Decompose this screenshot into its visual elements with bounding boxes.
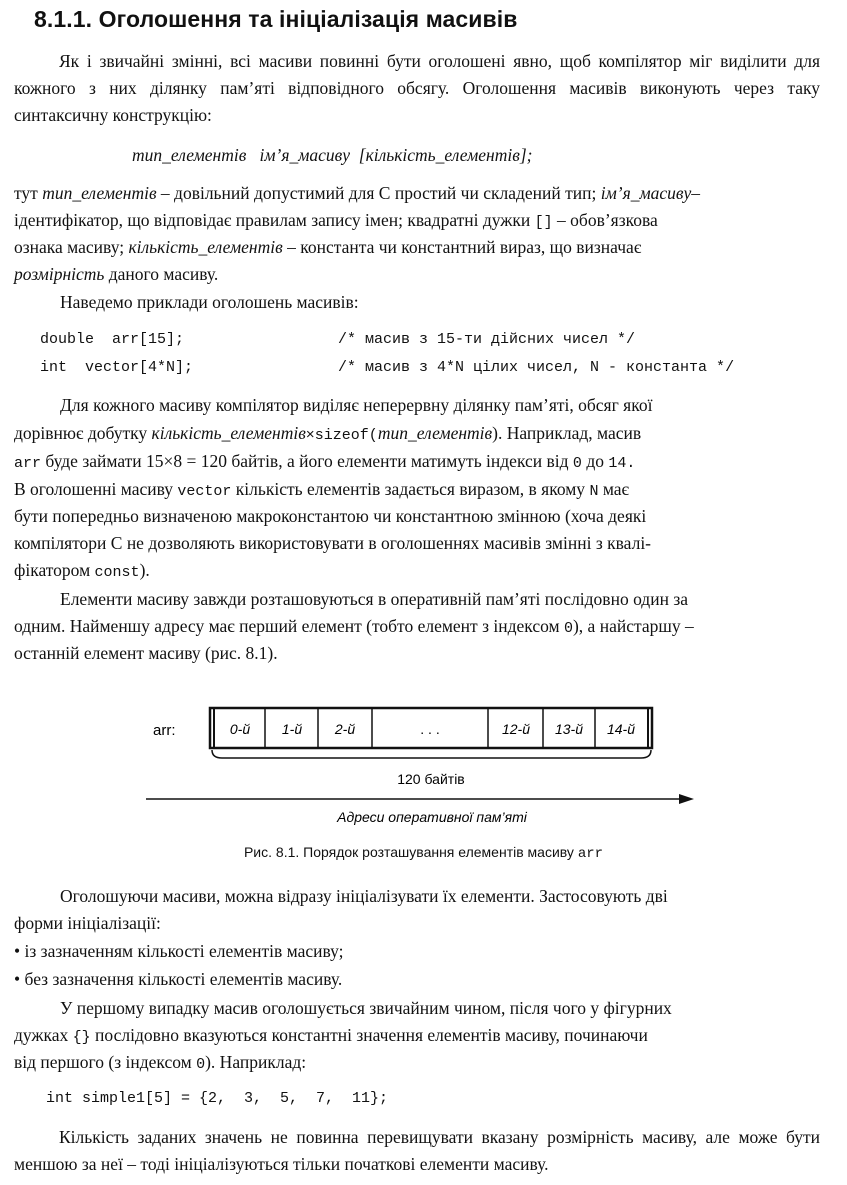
cell-label-12: 12-й [501,721,531,737]
cell-label-1: 1-й [281,721,303,737]
init-line-3: У першому випадку масив оголошується звичайним чином, після чого у фігурних [60,998,672,1018]
final-paragraph: Кількість заданих значень не повинна перевищувати вказану розмірність масиву, але може бути меншою за неї – тоді ініціалізуються тільки початкові елементи масиву. [14,1127,820,1174]
memory-line-6: компілятори С не дозволяють використовувати в оголошеннях масивів змінні з квалі- [14,533,652,553]
code-example-1: double arr[15]; [40,331,185,348]
size-label: 120 байтів [397,771,465,787]
syntax-type: тип_елементів [132,145,247,165]
definition-line-4: розмірність даного масиву. [14,264,219,284]
size-brace [212,750,651,758]
term-count: кількість_елементів [128,237,283,257]
init-line-4: дужках {} послідовно вказуються константні значення елементів масиву, починаючи [14,1025,648,1046]
figure-caption: Рис. 8.1. Порядок розташування елементів масиву arr [243,844,604,862]
memory-layout-figure [0,690,847,835]
syntax-count: [кількість_елементів]; [358,145,533,165]
cell-label-2: 2-й [334,721,356,737]
intro-paragraph: Як і звичайні змінні, всі масиви повинні бути оголошені явно, щоб компілятор міг виділити для кожного з них ділянку пам’яті відповідного обсягу. Оголошення масивів виконують через таку синтаксичну конструкцію: [14,51,820,125]
term-name: ім’я_масиву [600,183,692,203]
order-line-3: останній елемент масиву (рис. 8.1). [14,643,278,663]
term-type: тип_елементів [42,183,157,203]
memory-line-4: В оголошенні масиву vector кількість елементів задається виразом, в якому N має [14,479,630,500]
init-line-1: Оголошуючи масиви, можна відразу ініціалізувати їх елементи. Застосовують дві [60,886,668,906]
term-dimension: розмірність [14,264,105,284]
init-line-5: від першого (з індексом 0). Наприклад: [14,1052,307,1073]
syntax-line [132,145,532,166]
cell-label-13: 13-й [554,721,584,737]
memory-line-3: arr буде займати 15×8 = 120 байтів, а його елементи матимуть індекси від 0 до 14. [14,451,636,472]
order-line-1: Елементи масиву завжди розташовуються в оперативній пам’яті послідовно один за [60,589,689,609]
init-code-example: int simple1[5] = {2, 3, 5, 7, 11}; [46,1090,389,1107]
cell-label-0: 0-й [229,721,251,737]
definition-line-3: ознака масиву; кількість_елементів – константа чи константний вираз, що визначає [14,237,642,257]
memory-line-5: бути попередньо визначеною макроконстантою чи константною змінною (хоча деякі [14,506,647,526]
order-line-2: одним. Найменшу адресу має перший елемент (тобто елемент з індексом 0), а найстаршу – [14,616,694,637]
definition-line-1: тут тип_елементів – довільний допустимий для С простий чи складений тип; ім’я_масиву– [14,183,701,203]
bullet-item-2: • без зазначення кількості елементів масиву. [14,969,343,989]
bullet-item-1: • із зазначенням кількості елементів масиву; [14,941,344,961]
figure-array-label: arr: [153,722,176,739]
syntax-name: ім’я_масиву [259,145,351,165]
cell-label-14: 14-й [606,721,636,737]
code-comment-1: /* масив з 15-ти дійсних чисел */ [338,331,636,348]
code-example-2: int vector[4*N]; [40,359,194,376]
memory-line-2: дорівнює добутку кількість_елементів×sizeof(тип_елементів). Наприклад, масив [14,423,642,444]
address-arrow-head [679,794,694,804]
code-comment-2: /* масив з 4*N цілих чисел, N - константа */ [338,359,735,376]
memory-line-1: Для кожного масиву компілятор виділяє неперервну ділянку пам’яті, обсяг якої [60,395,653,415]
cell-ellipsis: . . . [420,721,440,737]
examples-intro: Наведемо приклади оголошень масивів: [60,292,359,312]
brackets-code: [] [534,214,553,231]
init-line-2: форми ініціалізації: [14,913,161,933]
section-heading: 8.1.1. Оголошення та ініціалізація масивів [34,6,518,32]
memory-line-7: фікатором const). [14,560,150,581]
address-axis-label: Адреси оперативної пам’яті [337,809,527,825]
definition-line-2: ідентифікатор, що відповідає правилам запису імен; квадратні дужки [] – обов’язкова [14,210,658,231]
